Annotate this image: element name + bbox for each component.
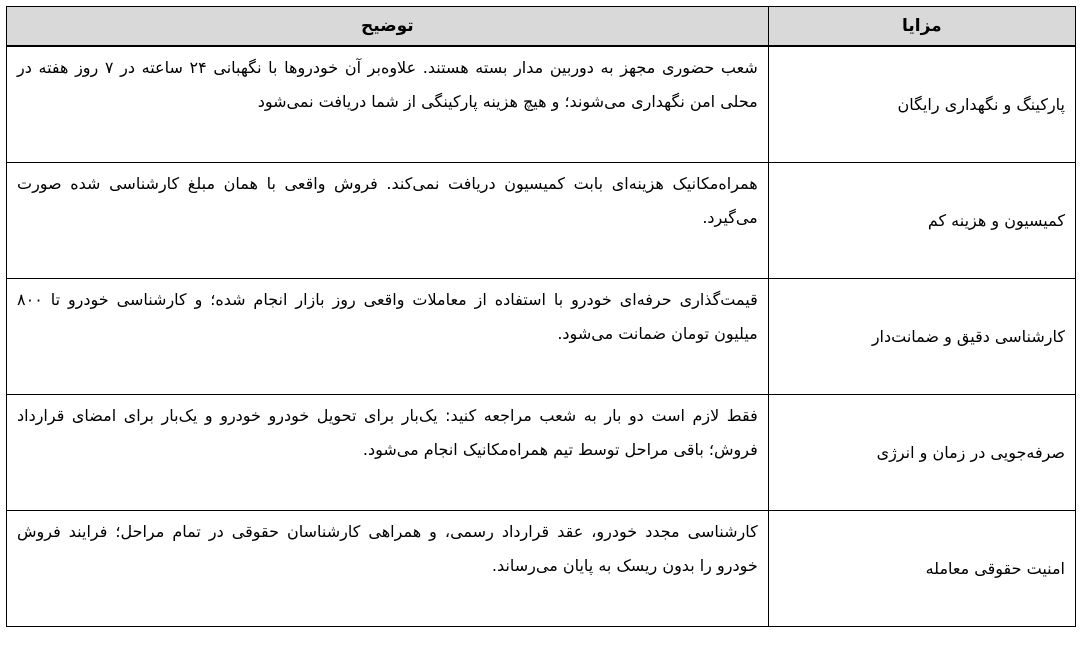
benefit-cell: کارشناسی دقیق و ضمانت‌دار [768, 278, 1075, 394]
table-row [7, 394, 1076, 510]
table-row [7, 278, 1076, 394]
header-description: توضیح [7, 7, 769, 47]
table-body [7, 46, 1076, 626]
description-cell: همراه‌مکانیک هزینه‌ای بابت کمیسیون دریافت نمی‌کند. فروش واقعی با همان مبلغ کارشناسی شده صورت می‌گیرد. [7, 162, 769, 278]
table-header [7, 7, 1076, 47]
description-cell: کارشناسی مجدد خودرو، عقد قرارداد رسمی، و همراهی کارشناسان حقوقی در تمام مراحل؛ فرایند فروش خودرو را بدون ریسک به پایان می‌رساند. [7, 510, 769, 626]
description-cell: شعب حضوری مجهز به دوربین مدار بسته هستند. علاوه‌بر آن خودروها با نگهبانی ۲۴ ساعته در ۷ روز هفته در محلی امن نگهداری می‌شوند؛ و هیچ هزینه پارکینگی از شما دریافت نمی‌شود [7, 46, 769, 162]
benefits-table [6, 6, 1076, 627]
benefit-cell: پارکینگ و نگهداری رایگان [768, 46, 1075, 162]
description-cell: فقط لازم است دو بار به شعب مراجعه کنید: یک‌بار برای تحویل خودرو خودرو و یک‌بار برای امضای قرارداد فروش؛ باقی مراحل توسط تیم همراه‌مکانیک انجام می‌شود. [7, 394, 769, 510]
benefit-cell: کمیسیون و هزینه کم [768, 162, 1075, 278]
benefit-cell: امنیت حقوقی معامله [768, 510, 1075, 626]
header-row [7, 7, 1076, 47]
description-cell: قیمت‌گذاری حرفه‌ای خودرو با استفاده از معاملات واقعی روز بازار انجام شده؛ و کارشناسی خودرو تا ۸۰۰ میلیون تومان ضمانت می‌شود. [7, 278, 769, 394]
table-row [7, 162, 1076, 278]
table-row [7, 46, 1076, 162]
benefit-cell: صرفه‌جویی در زمان و انرژی [768, 394, 1075, 510]
header-benefit: مزایا [768, 7, 1075, 47]
table-row [7, 510, 1076, 626]
